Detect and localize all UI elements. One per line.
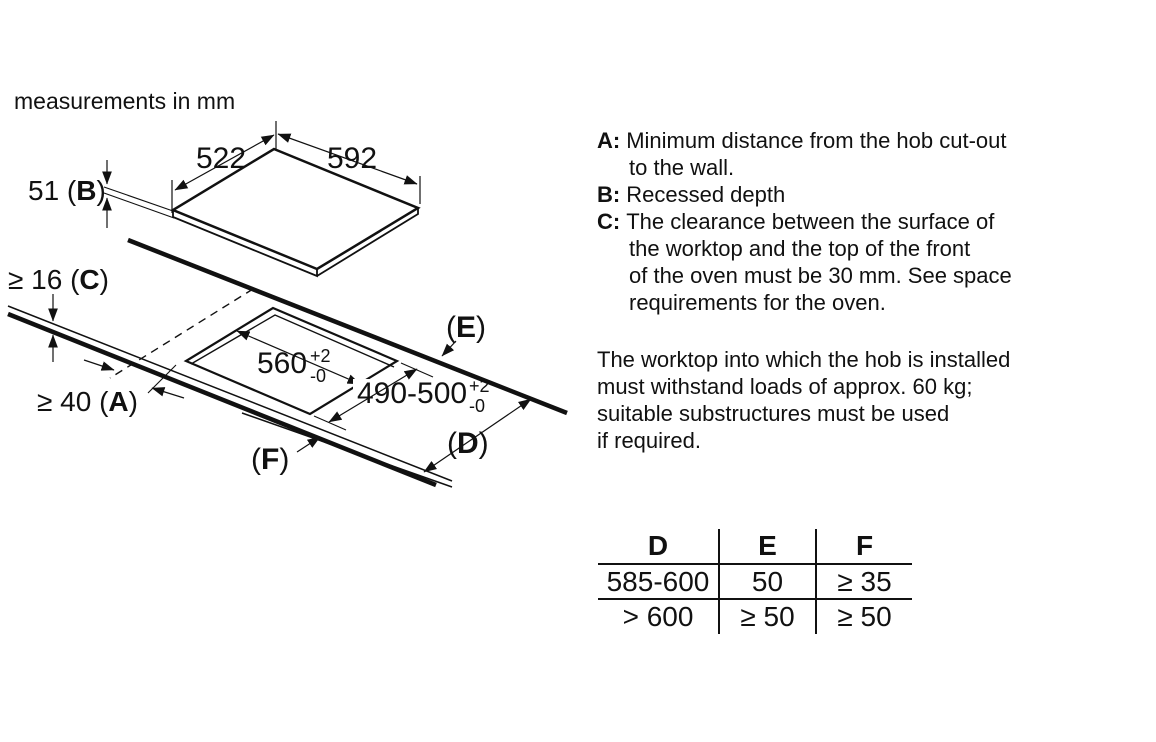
table-header-f: F bbox=[816, 529, 912, 564]
dim-label-560-sup: +2 bbox=[310, 346, 331, 366]
table-cell: ≥ 35 bbox=[816, 564, 912, 599]
note-line: The worktop into which the hob is installed bbox=[597, 347, 1011, 372]
table-row bbox=[598, 564, 912, 599]
table-header-row bbox=[598, 529, 912, 564]
definition-letter: B: bbox=[597, 182, 621, 207]
definition-line: C: The clearance between the surface of bbox=[597, 209, 995, 234]
definition-line: to the wall. bbox=[629, 155, 735, 180]
table-cell: 585-600 bbox=[598, 564, 719, 599]
dim-b-extension-lower bbox=[104, 193, 174, 218]
dim-label-490: 490-500 bbox=[357, 377, 468, 410]
dim-490-extension-upper bbox=[401, 363, 433, 377]
page-title: measurements in mm bbox=[14, 88, 236, 114]
dimension-labels bbox=[8, 142, 490, 476]
table-cell: > 600 bbox=[622, 601, 694, 632]
legend-definitions bbox=[597, 127, 1117, 316]
note-line: must withstand loads of approx. 60 kg; bbox=[597, 374, 973, 399]
label-d: (D) bbox=[447, 427, 489, 460]
dim-b-extension-upper bbox=[104, 187, 173, 211]
definition-line: A: Minimum distance from the hob cut-out bbox=[597, 128, 1007, 153]
table-cell: 50 bbox=[719, 564, 816, 599]
definition-line: requirements for the oven. bbox=[629, 290, 886, 315]
label-f: (F) bbox=[251, 443, 290, 476]
definition-b bbox=[597, 181, 1117, 208]
table-cell: ≥ 50 bbox=[719, 599, 816, 634]
table-header-d: D bbox=[598, 529, 719, 564]
definition-letter: A: bbox=[597, 128, 621, 153]
dim-a-arrow-right bbox=[84, 360, 114, 370]
dim-label-40a: ≥ 40 (A) bbox=[37, 386, 138, 417]
worktop-load-note bbox=[597, 346, 1117, 454]
definition-line: B: Recessed depth bbox=[597, 182, 786, 207]
table-header-e: E bbox=[719, 529, 816, 564]
dimension-lines bbox=[53, 121, 531, 472]
definition-a bbox=[597, 127, 1117, 181]
dim-label-16c: ≥ 16 (C) bbox=[8, 264, 109, 295]
dim-label-51b: 51 (B) bbox=[28, 175, 106, 206]
hob-edge-lip bbox=[173, 208, 418, 276]
note-line: if required. bbox=[597, 428, 701, 453]
dim-label-560: 560 bbox=[257, 347, 308, 380]
definition-letter: C: bbox=[597, 209, 621, 234]
table-cell: ≥ 50 bbox=[816, 599, 912, 634]
dim-label-490-sup: +2 bbox=[469, 376, 490, 396]
definition-line: of the oven must be 30 mm. See space bbox=[629, 263, 1012, 288]
dim-label-560-sub: -0 bbox=[310, 366, 327, 386]
dim-label-490-sub: -0 bbox=[469, 396, 486, 416]
note-line: suitable substructures must be used bbox=[597, 401, 950, 426]
label-e: (E) bbox=[446, 311, 487, 344]
dim-a-arrow-left bbox=[152, 388, 184, 398]
definition-c bbox=[597, 208, 1117, 316]
def-dimension-table bbox=[598, 529, 912, 634]
dim-label-522: 522 bbox=[196, 142, 247, 175]
table-row bbox=[598, 599, 912, 634]
dim-label-592: 592 bbox=[327, 142, 378, 175]
definition-line: the worktop and the top of the front bbox=[629, 236, 971, 261]
label-f-arrow bbox=[297, 437, 320, 452]
